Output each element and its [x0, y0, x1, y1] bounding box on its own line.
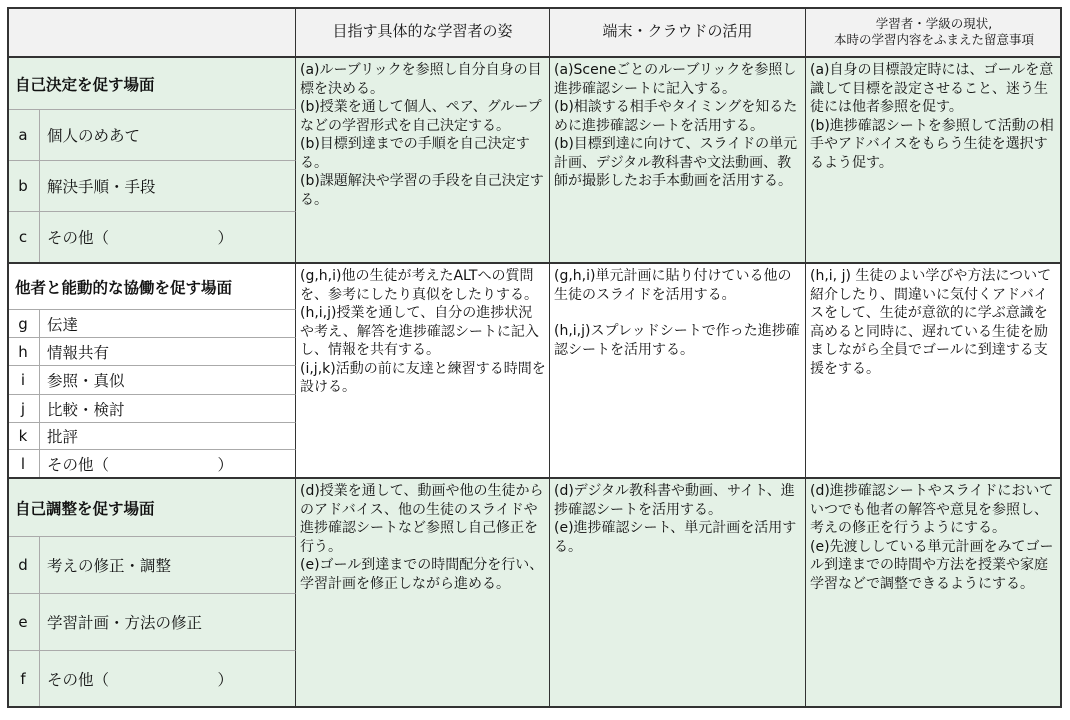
cell-paragraph: (e)ゴール到達までの時間配分を行い、学習計画を修正しながら進める。 [300, 557, 544, 592]
cell-paragraph: (b)目標到達までの手順を自己決定する。 [300, 136, 530, 171]
cell-paragraph: (e)先渡ししている単元計画をみてゴール到達までの時間や方法を授業や家庭学習などで調整できるようにする。 [810, 538, 1054, 592]
item-label: その他（ ） [40, 211, 296, 262]
cell-paragraph: (d)進捗確認シートやスライドにおいていつでも他者の解答や意見を参照し、考えの修正を行うようにする。 [810, 483, 1054, 536]
item-letter: g [7, 309, 40, 337]
section-title-collaboration: 他者と能動的な協働を促す場面 [7, 264, 296, 309]
item-letter: d [7, 536, 40, 593]
notes-cell [806, 58, 1062, 262]
item-label: 伝達 [40, 309, 296, 337]
header-notes-line2: 本時の学習内容をふまえた留意事項 [833, 31, 1034, 47]
item-label: その他（ ） [40, 650, 296, 706]
cell-paragraph: (a)Sceneごとのルーブリックを参照し進捗確認シートに記入する。 [554, 62, 797, 97]
cell-paragraph: (g,h,i)他の生徒が考えたALTへの質問を、参考にしたり真似をしたりする。 [300, 268, 538, 303]
item-letter: l [7, 449, 40, 477]
cell-paragraph: (i,j,k)活動の前に友達と練習する時間を設ける。 [300, 360, 546, 395]
cell-paragraph: (b)目標到達に向けて、スライドの単元計画、デジタル教科書や文法動画、教師が撮影したお手本動画を活用する。 [554, 136, 798, 189]
header-notes [806, 7, 1062, 58]
cell-paragraph: (h,i,j)授業を通して、自分の進捗状況や考え、解答を進捗確認シートに記入し、情報を共有する。 [300, 305, 539, 358]
item-label: 批評 [40, 422, 296, 449]
cell-paragraph: (g,h,i)単元計画に貼り付けている他の生徒のスライドを活用する。 [554, 268, 792, 303]
notes-cell [806, 264, 1062, 477]
item-letter: j [7, 394, 40, 422]
cell-paragraph: (d)デジタル教科書や動画、サイト、進捗確認シートを活用する。 [554, 483, 795, 518]
item-letter: e [7, 593, 40, 650]
cell-paragraph: (h,i, j) 生徒のよい学びや方法について紹介したり、間違いに気付くアドバイスをして、生徒が意欲的に学ぶ意識を高めると同時に、遅れている生徒を励ましながら全員でゴールに到達する支援をする。 [810, 268, 1052, 377]
header-notes-line1: 学習者・学級の現状, [875, 15, 993, 31]
cloud-use-cell [550, 58, 806, 262]
notes-cell [806, 479, 1062, 706]
item-letter: b [7, 160, 40, 211]
header-cloud-use [550, 7, 806, 58]
item-letter: k [7, 422, 40, 449]
cell-paragraph: (h,i,j)スプレッドシートで作った進捗確認シートを活用する。 [554, 323, 800, 358]
cloud-use-cell [550, 479, 806, 706]
header-learner-goal-text: 目指す具体的な学習者の姿 [332, 22, 513, 40]
header-notes-text [834, 16, 1034, 48]
section-title-self-decision: 自己決定を促す場面 [7, 58, 296, 109]
learner-goal-cell [296, 58, 550, 262]
header-learner-goal [296, 7, 550, 58]
section-title-self-regulation: 自己調整を促す場面 [7, 479, 296, 536]
item-letter: a [7, 109, 40, 160]
item-letter: i [7, 365, 40, 394]
section-divider [7, 477, 1062, 479]
cloud-use-cell [550, 264, 806, 477]
cell-paragraph: (b)相談する相手やタイミングを知るために進捗確認シートを活用する。 [554, 99, 798, 134]
cell-paragraph: (d)授業を通して、動画や他の生徒からのアドバイス、他の生徒のスライドや進捗確認シートなど参照し自己修正を行う。 [300, 483, 544, 555]
item-label: 情報共有 [40, 337, 296, 365]
item-letter: h [7, 337, 40, 365]
header-corner-cell [7, 7, 296, 58]
item-letter: f [7, 650, 40, 706]
section-divider [7, 262, 1062, 264]
learner-goal-cell [296, 479, 550, 706]
item-label: その他（ ） [40, 449, 296, 477]
learner-goal-cell [296, 264, 550, 477]
header-cloud-use-text: 端末・クラウドの活用 [602, 22, 753, 40]
item-label: 解決手順・手段 [40, 160, 296, 211]
cell-paragraph: (e)進捗確認シート、単元計画を活用する。 [554, 520, 797, 555]
item-label: 比較・検討 [40, 394, 296, 422]
item-letter: c [7, 211, 40, 262]
cell-paragraph: (a)ルーブリックを参照し自分自身の目標を決める。 [300, 62, 542, 97]
cell-paragraph: (a)自身の目標設定時には、ゴールを意識して目標を設定させること、迷う生徒には他者参照を促す。 [810, 62, 1054, 115]
item-label: 考えの修正・調整 [40, 536, 296, 593]
cell-paragraph: (b)授業を通して個人、ペア、グループなどの学習形式を自己決定する。 [300, 99, 542, 134]
item-label: 学習計画・方法の修正 [40, 593, 296, 650]
cell-paragraph: (b)進捗確認シートを参照して活動の相手やアドバイスをもらう生徒を選択するよう促す。 [810, 117, 1054, 171]
cell-paragraph: (b)課題解決や学習の手段を自己決定する。 [300, 173, 544, 208]
item-label: 参照・真似 [40, 365, 296, 394]
item-label: 個人のめあて [40, 109, 296, 160]
